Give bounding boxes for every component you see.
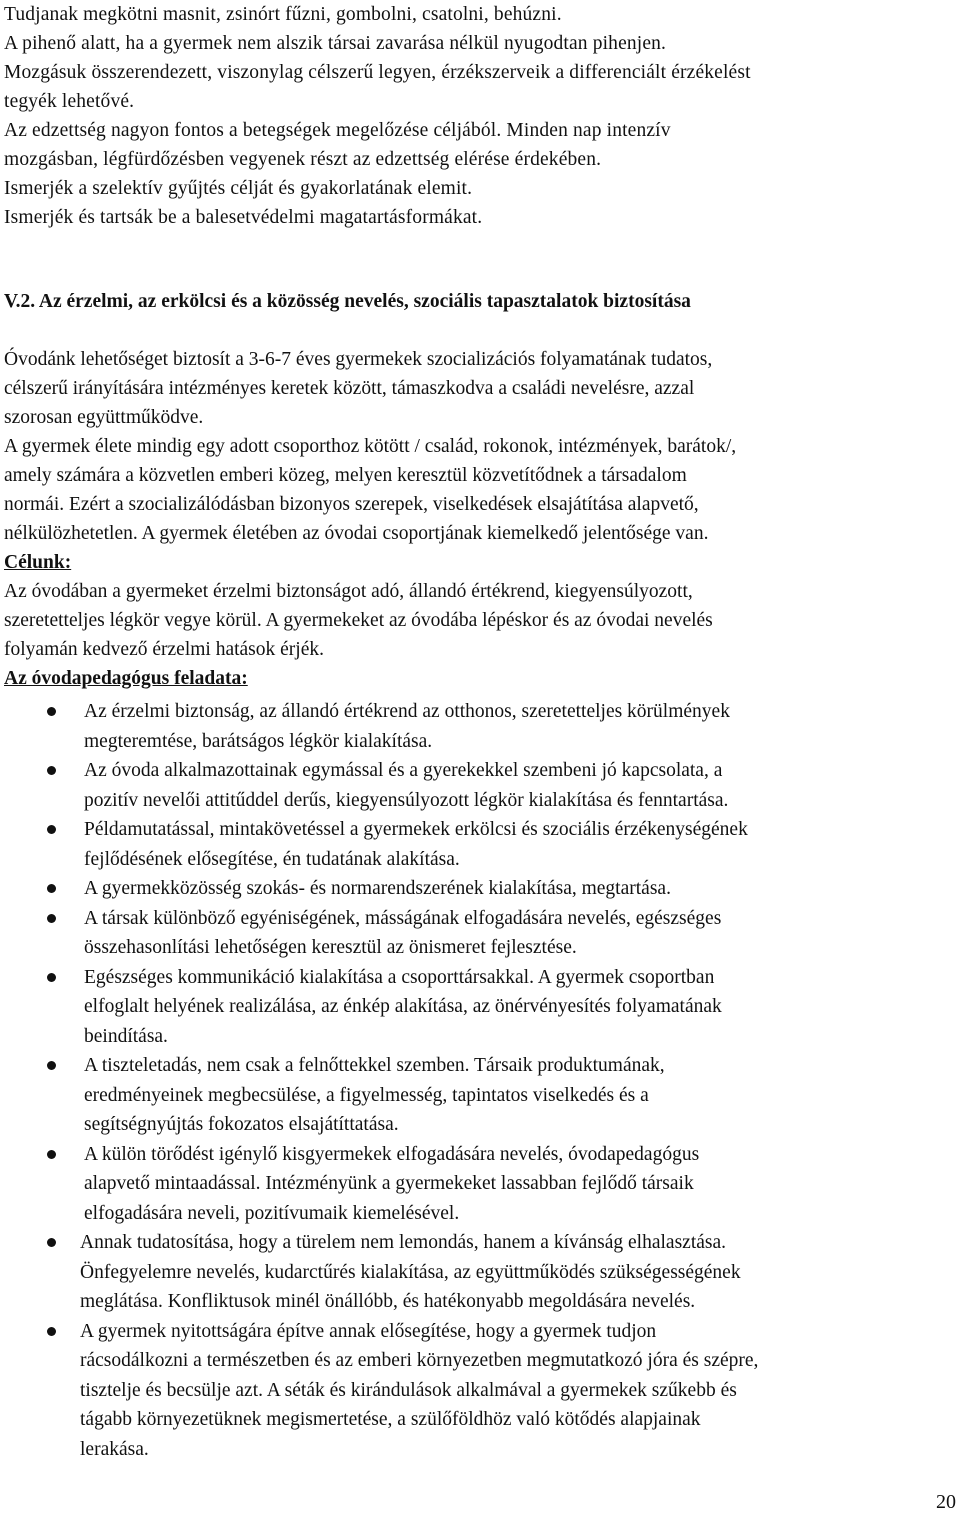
goal-line: Az óvodában a gyermeket érzelmi biztonságot adó, állandó értékrend, kiegyensúlyozott, [4,581,693,602]
bullet-icon [47,914,56,923]
body-line: Óvodánk lehetőséget biztosít a 3-6-7 éves gyermekek szocializációs folyamatának tudatos, [4,349,713,370]
list-item-line: összehasonlítási lehetőségen keresztül az önismeret fejlesztése. [84,937,577,958]
list-item-line: tágabb környezetüknek megismertetése, a szülőföldhöz való kötődés alapjainak [80,1409,701,1430]
bullet-icon [47,1150,56,1159]
list-item [0,815,960,874]
bullet-icon [47,825,56,834]
list-item-line: megteremtése, barátságos légkör kialakítása. [84,730,433,752]
intro-line: A pihenő alatt, ha a gyermek nem alszik társai zavarása nélkül nyugodtan pihenjen. [4,33,667,54]
intro-section [4,0,956,232]
list-item-line: Annak tudatosítása, hogy a türelem nem lemondás, hanem a kívánság elhalasztása. [80,1232,727,1253]
list-item-line: Önfegyelemre nevelés, kudarctűrés kialakítása, az együttműködés szükségességének [80,1261,741,1283]
list-item-line: tisztelje és becsülje azt. A séták és kirándulások alkalmával a gyermekek szűkebb és [80,1379,737,1401]
goal-label: Célunk: [4,552,72,573]
bullet-icon [47,766,56,775]
list-item-line: Az érzelmi biztonság, az állandó értékrend az otthonos, szeretetteljes körülmények [84,701,730,722]
section-body [4,345,956,693]
bullet-icon [47,884,56,893]
list-item [0,874,960,904]
list-item-line: rácsodálkozni a természetben és az emberi környezetben megmutatkozó jóra és szépre, [80,1350,759,1371]
goal-line: szeretetteljes légkör vegye körül. A gyermekeket az óvodába lépéskor és az óvodai nevelés [4,610,713,631]
list-item-line: A gyermekközösség szokás- és normarendszerének kialakítása, megtartása. [84,878,671,899]
list-item-line: A tiszteletadás, nem csak a felnőttekkel szemben. Társaik produktumának, [84,1055,665,1076]
list-item [0,904,960,963]
list-item [0,1228,960,1317]
bullet-icon [47,1061,56,1070]
list-item [0,697,960,756]
goal-line: folyamán kedvező érzelmi hatások érjék. [4,639,324,660]
intro-line: mozgásban, légfürdőzésben vegyenek részt az edzettség elérése érdekében. [4,149,602,170]
list-item-line: meglátása. Konfliktusok minél önállóbb, és hatékonyabb megoldására nevelés. [80,1291,696,1312]
list-item-line: beindítása. [84,1025,168,1047]
intro-line: Az edzettség nagyon fontos a betegségek megelőzése céljából. Minden nap intenzív [4,120,671,141]
section-heading: V.2. Az érzelmi, az erkölcsi és a közösség nevelés, szociális tapasztalatok biztosítása [4,291,691,312]
intro-line: Ismerjék a szelektív gyűjtés célját és gyakorlatának elemit. [4,178,473,199]
list-item-line: Az óvoda alkalmazottainak egymással és a gyerekekkel szembeni jó kapcsolata, a [84,760,723,781]
list-item-line: lerakása. [80,1438,149,1460]
bullet-icon [47,1327,56,1336]
list-item [0,963,960,1052]
intro-line: tegyék lehetővé. [4,91,135,112]
bullet-icon [47,1238,56,1247]
bullet-icon [47,707,56,716]
list-item-line: fejlődésének elősegítése, én tudatának alakítása. [84,848,460,870]
list-item [0,1140,960,1229]
body-line: A gyermek élete mindig egy adott csoporthoz kötött / család, rokonok, intézmények, barátok/, [4,436,737,457]
list-item-line: elfogadására neveli, pozitívumaik kiemelésével. [84,1202,460,1224]
body-line: amely számára a közvetlen emberi közeg, melyen keresztül közvetítődnek a társadalom [4,465,687,486]
list-item-line: elfoglalt helyének realizálása, az énkép alakítása, az önérvényesítés folyamatának [84,996,722,1017]
body-line: normái. Ezért a szocializálódásban bizonyos szerepek, viselkedések elsajátítása alapvető, [4,494,699,515]
list-item-line: A külön törődést igénylő kisgyermekek elfogadására nevelés, óvodapedagógus [84,1143,700,1165]
list-item-line: A gyermek nyitottságára építve annak elősegítése, hogy a gyermek tudjon [80,1320,657,1342]
task-label: Az óvodapedagógus feladata: [4,668,248,689]
body-line: nélkülözhetetlen. A gyermek életében az óvodai csoportjának kiemelkedő jelentősége van. [4,523,709,544]
list-item-line: eredményeinek megbecsülése, a figyelmesség, tapintatos viselkedés és a [84,1084,649,1106]
list-item-line: A társak különböző egyéniségének, másságának elfogadására nevelés, egészséges [84,907,722,929]
intro-line: Mozgásuk összerendezett, viszonylag célszerű legyen, érzékszerveik a differenciált érzékelést [4,62,751,83]
list-item-line: pozitív nevelői attitűddel derűs, kiegyensúlyozott légkör kialakítása és fenntartása. [84,789,729,811]
list-item-line: Egészséges kommunikáció kialakítása a csoporttársakkal. A gyermek csoportban [84,966,715,988]
list-item-line: segítségnyújtás fokozatos elsajátíttatása. [84,1114,399,1135]
list-item [0,756,960,815]
page-number: 20 [936,1491,956,1513]
task-list [0,697,960,1464]
intro-line: Tudjanak megkötni masnit, zsinórt fűzni, gombolni, csatolni, behúzni. [4,4,562,25]
list-item-line: Példamutatással, mintakövetéssel a gyermekek erkölcsi és szociális érzékenységének [84,819,748,840]
body-line: célszerű irányítására intézményes keretek között, támaszkodva a családi nevelésre, azzal [4,378,695,399]
bullet-icon [47,973,56,982]
list-item [0,1317,960,1465]
body-line: szorosan együttműködve. [4,407,204,428]
list-item [0,1051,960,1140]
list-item-line: alapvető mintaadással. Intézményünk a gyermekeket lassabban fejlődő társaik [84,1173,694,1194]
intro-line: Ismerjék és tartsák be a balesetvédelmi magatartásformákat. [4,207,483,228]
